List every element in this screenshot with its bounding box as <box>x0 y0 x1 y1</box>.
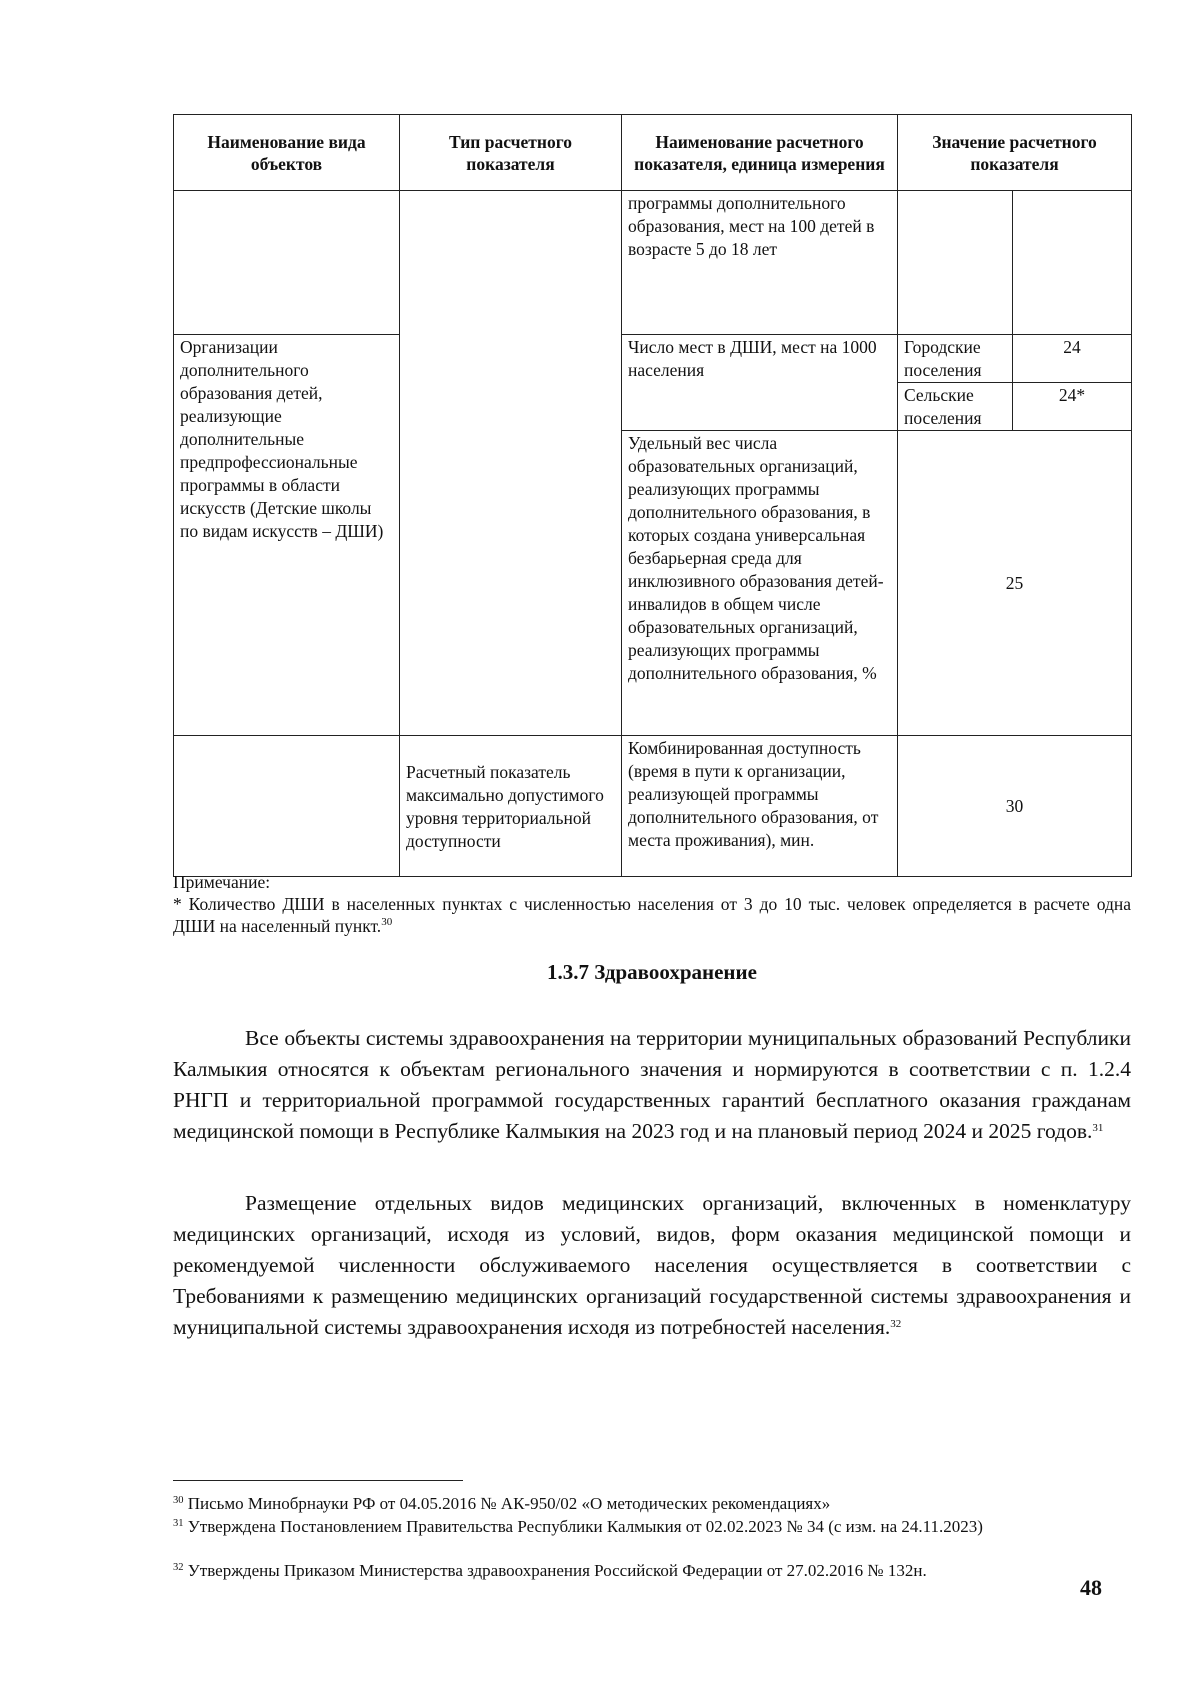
cell-max-access-type: Расчетный показатель максимально допустимого уровня территориальной доступности <box>400 736 622 877</box>
footnote-text: Письмо Минобрнауки РФ от 04.05.2016 № АК-950/02 «О методических рекомендациях» <box>187 1494 831 1513</box>
note-text <box>173 893 1131 937</box>
cell-indicator-type-empty <box>400 191 622 736</box>
header-indicator-name: Наименование расчетного показателя, единица измерения <box>622 115 898 191</box>
cell-object-type: Организации дополнительного образования детей, реализующие дополнительные предпрофессиональные программы в области искусств (Детские школы по видам искусств – ДШИ) <box>174 335 400 736</box>
cell-empty <box>898 191 1013 335</box>
paragraph-text: Все объекты системы здравоохранения на территории муниципальных образований Республики Калмыкия относятся к объектам регионального значения и нормируются в соответствии с п. 1.2.4 РНГП и территориальной программой государственных гарантий бесплатного оказания гражданам медицинской помощи в Республике Калмыкия на 2023 год и на плановый период 2024 и 2025 годов. <box>173 1026 1131 1143</box>
paragraph <box>173 1023 1131 1147</box>
paragraph <box>173 1188 1131 1343</box>
cell-places-indicator: Число мест в ДШИ, мест на 1000 населения <box>622 335 898 431</box>
page-number: 48 <box>1080 1575 1102 1600</box>
footnote <box>173 1493 1131 1514</box>
note-label: Примечание: <box>173 872 271 892</box>
footnote-ref: 31 <box>1092 1122 1104 1134</box>
cell-rural-label: Сельские поселения <box>898 383 1013 431</box>
cell-empty <box>174 736 400 877</box>
table-row <box>174 736 1132 877</box>
cell-empty <box>1013 191 1132 335</box>
cell-urban-label: Городские поселения <box>898 335 1013 383</box>
note-footnote-ref: 30 <box>381 916 393 928</box>
section-title: 1.3.7 Здравоохранение <box>547 960 757 984</box>
table-row <box>174 191 1132 335</box>
footnote-text: Утверждены Приказом Министерства здравоохранения Российской Федерации от 27.02.2016 № 132н. <box>187 1561 927 1580</box>
cell-indicator-continued: программы дополнительного образования, мест на 100 детей в возрасте 5 до 18 лет <box>622 191 898 335</box>
footnote-ref: 32 <box>890 1318 902 1330</box>
cell-urban-value: 24 <box>1013 335 1132 383</box>
norms-table <box>173 114 1132 877</box>
cell-access-value: 30 <box>898 736 1132 877</box>
paragraph-text: Размещение отдельных видов медицинских организаций, включенных в номенклатуру медицинских организаций, исходя из условий, видов, форм оказания медицинской помощи и рекомендуемой численности обслуживаемого населения осуществляется в соответствии с Требованиями к размещению медицинских организаций государственной системы здравоохранения и муниципальной системы здравоохранения исходя из потребностей населения. <box>173 1191 1131 1339</box>
header-indicator-value: Значение расчетного показателя <box>898 115 1132 191</box>
note-body: * Количество ДШИ в населенных пунктах с численностью населения от 3 до 10 тыс. человек определяется в расчете одна ДШИ на населенный пункт. <box>173 894 1131 936</box>
table-header-row <box>174 115 1132 191</box>
footnote-text: Утверждена Постановлением Правительства Республики Калмыкия от 02.02.2023 № 34 (с изм. на 24.11.2023) <box>187 1517 983 1536</box>
cell-empty <box>174 191 400 335</box>
table-row <box>174 335 1132 383</box>
footnote-separator <box>173 1480 463 1481</box>
footnote <box>173 1560 1131 1581</box>
cell-rural-value: 24* <box>1013 383 1132 431</box>
footnote <box>173 1516 1131 1537</box>
cell-share-value: 25 <box>898 431 1132 736</box>
cell-access-indicator: Комбинированная доступность (время в пути к организации, реализующей программы дополнительного образования, от места проживания), мин. <box>622 736 898 877</box>
footnote-number: 30 <box>173 1495 184 1506</box>
footnote-number: 32 <box>173 1562 184 1573</box>
header-indicator-type: Тип расчетного показателя <box>400 115 622 191</box>
footnote-number: 31 <box>173 1518 184 1529</box>
cell-share-indicator: Удельный вес числа образовательных организаций, реализующих программы дополнительного образования, в которых создана универсальная безбарьерная среда для инклюзивного образования детей-инвалидов в общем числе образовательных организаций, реализующих программы дополнительного образования, % <box>622 431 898 736</box>
header-object-type: Наименование вида объектов <box>174 115 400 191</box>
